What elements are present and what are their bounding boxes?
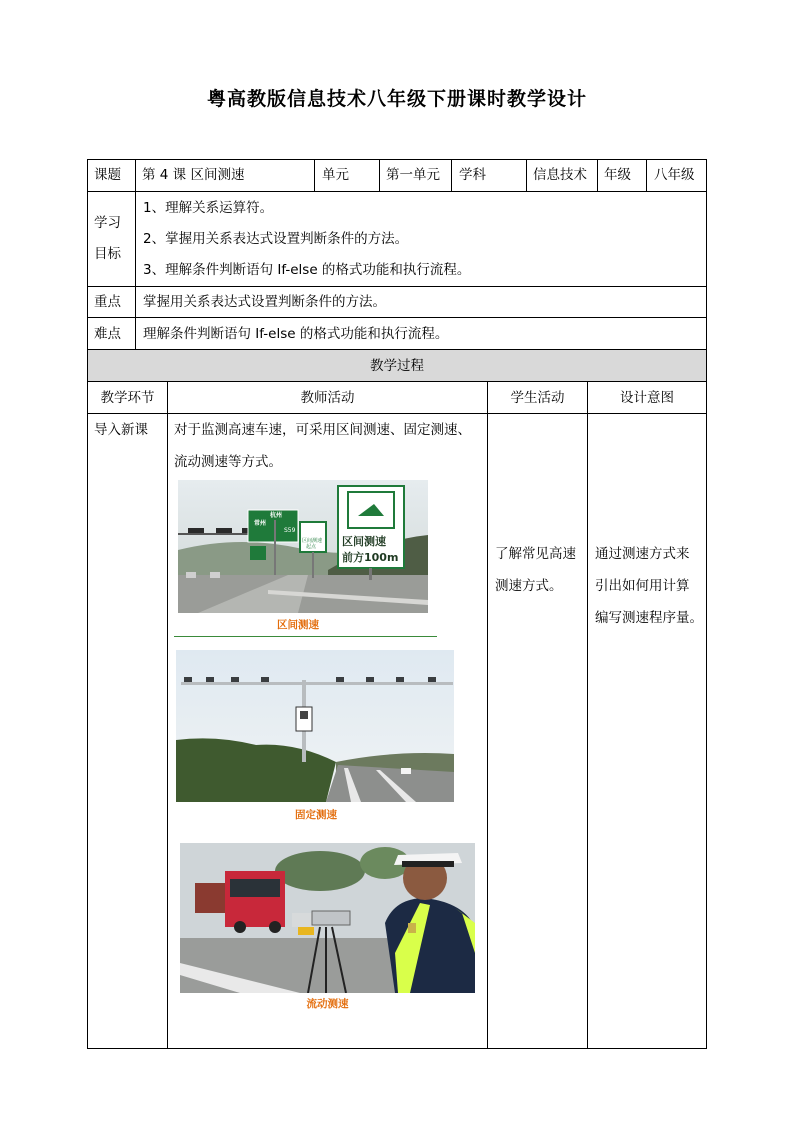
fixed-speed-caption: 固定测速	[295, 809, 337, 821]
student-activity-line: 了解常见高速	[495, 546, 576, 562]
key-point-label: 重点	[94, 294, 121, 310]
difficulty-label: 难点	[94, 326, 121, 342]
unit-value: 第一单元	[386, 167, 440, 183]
objective-item: 3、理解条件判断语句 If-else 的格式功能和执行流程。	[143, 262, 471, 278]
stage-intro: 导入新课	[94, 422, 148, 438]
document-title: 粤高教版信息技术八年级下册课时教学设计	[206, 88, 587, 110]
fixed-speed-photo	[176, 650, 454, 802]
design-intent-line: 编写测速程序量。	[595, 610, 703, 626]
column-header-student: 学生活动	[510, 390, 565, 406]
subject-value: 信息技术	[533, 167, 587, 183]
objective-item: 2、掌握用关系表达式设置判断条件的方法。	[143, 231, 409, 247]
student-activity-line: 测速方式。	[495, 578, 563, 594]
column-header-design: 设计意图	[620, 390, 674, 406]
sign2-line2: 起点	[306, 544, 317, 550]
process-header: 教学过程	[370, 358, 424, 374]
objectives-label-2: 目标	[94, 246, 121, 262]
lesson-value: 第 4 课 区间测速	[142, 167, 245, 183]
subject-label: 学科	[459, 167, 486, 183]
sign3-line1: 区间测速	[342, 535, 386, 548]
sign1-city: 杭州	[270, 512, 283, 519]
unit-label: 单元	[322, 167, 349, 183]
objective-item: 1、理解关系运算符。	[143, 200, 274, 216]
mobile-speed-photo	[180, 843, 475, 993]
lesson-label: 课题	[94, 167, 121, 183]
interval-speed-photo	[178, 480, 428, 613]
interval-speed-caption: 区间测速	[277, 619, 319, 631]
teacher-activity-line: 流动测速等方式。	[174, 454, 282, 470]
column-header-stage: 教学环节	[100, 390, 155, 406]
grade-value: 八年级	[654, 167, 695, 183]
teacher-activity-line: 对于监测高速车速，可采用区间测速、固定测速、	[174, 422, 471, 438]
sign1-number: S59	[284, 527, 296, 534]
sign2-line1: 区间测速	[302, 538, 323, 544]
mobile-speed-caption: 流动测速	[306, 998, 349, 1010]
design-intent-line: 引出如何用计算	[595, 578, 690, 594]
key-point-text: 掌握用关系表达式设置判断条件的方法。	[143, 294, 386, 310]
difficulty-text: 理解条件判断语句 If-else 的格式功能和执行流程。	[143, 326, 449, 342]
column-header-teacher: 教师活动	[300, 390, 355, 406]
objectives-label-1: 学习	[94, 215, 121, 231]
grade-label: 年级	[604, 167, 631, 183]
sign3-line2: 前方100m	[342, 551, 399, 564]
sign1-city2: 常州	[254, 520, 267, 527]
caption-underline	[174, 636, 437, 637]
design-intent-line: 通过测速方式来	[595, 546, 690, 562]
